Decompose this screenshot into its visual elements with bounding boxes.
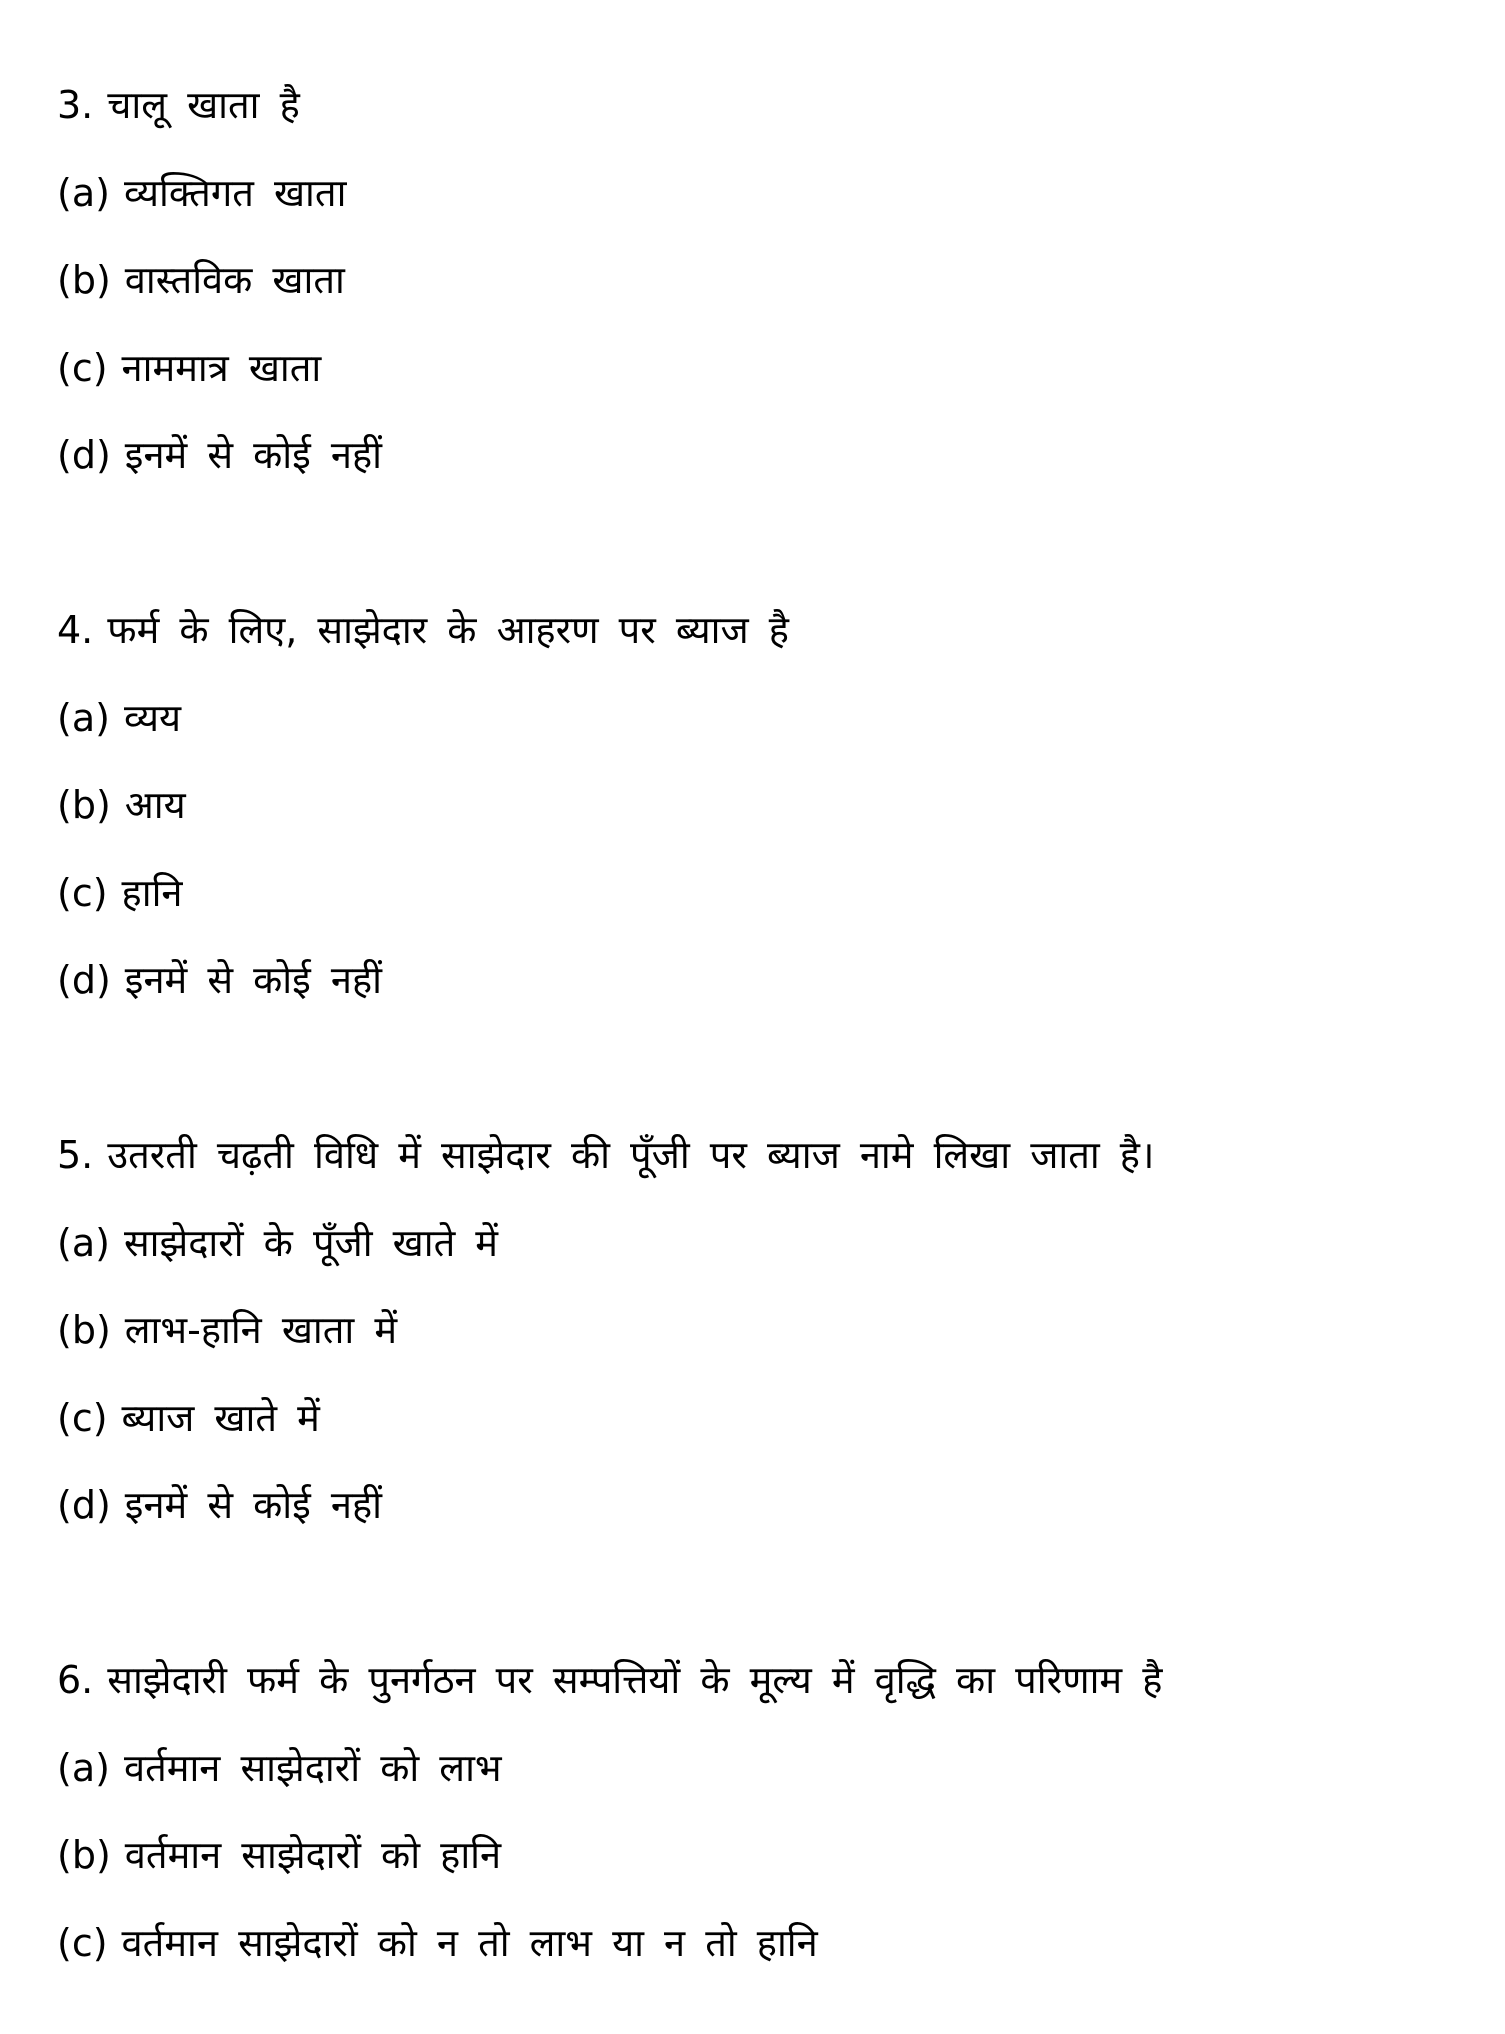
question-4-option-d — [57, 956, 382, 1004]
question-text: फर्म के लिए, साझेदार के आहरण पर ब्याज है — [107, 608, 789, 652]
option-text: नाममात्र खाता — [121, 346, 322, 390]
question-5-option-a — [57, 1219, 498, 1267]
option-label: (d) — [57, 958, 111, 1002]
option-label: (c) — [57, 871, 108, 915]
question-number: 5. — [57, 1133, 94, 1177]
option-label: (c) — [57, 1396, 108, 1440]
option-text: हानि — [121, 871, 183, 915]
option-text: वर्तमान साझेदारों को लाभ — [123, 1746, 502, 1790]
question-6 — [57, 1656, 1162, 1704]
question-5-option-c — [57, 1394, 320, 1442]
question-3-option-a — [57, 169, 346, 217]
option-text: साझेदारों के पूँजी खाते में — [123, 1221, 499, 1265]
option-text: इनमें से कोई नहीं — [124, 433, 382, 477]
question-number: 6. — [57, 1658, 94, 1702]
question-text: साझेदारी फर्म के पुनर्गठन पर सम्पत्तियों के मूल्य में वृद्धि का परिणाम है — [107, 1658, 1163, 1702]
option-label: (a) — [57, 171, 110, 215]
question-3-option-d — [57, 431, 382, 479]
question-5-option-b — [57, 1306, 397, 1354]
option-label: (d) — [57, 1483, 111, 1527]
question-number: 3. — [57, 83, 94, 127]
option-text: वर्तमान साझेदारों को न तो लाभ या न तो हानि — [121, 1921, 818, 1965]
question-3-option-b — [57, 256, 345, 304]
question-6-option-a — [57, 1744, 502, 1792]
option-label: (b) — [57, 1833, 111, 1877]
question-4-option-a — [57, 694, 181, 742]
question-4-option-b — [57, 781, 186, 829]
option-label: (b) — [57, 1308, 111, 1352]
question-6-option-b — [57, 1831, 501, 1879]
option-label: (b) — [57, 258, 111, 302]
option-text: इनमें से कोई नहीं — [124, 1483, 382, 1527]
option-text: इनमें से कोई नहीं — [124, 958, 382, 1002]
question-3 — [57, 81, 300, 129]
question-5 — [57, 1131, 1154, 1179]
option-label: (b) — [57, 783, 111, 827]
option-text: ब्याज खाते में — [121, 1396, 320, 1440]
option-label: (c) — [57, 346, 108, 390]
option-label: (a) — [57, 696, 110, 740]
question-4-option-c — [57, 869, 183, 917]
option-text: व्यय — [123, 696, 182, 740]
question-4 — [57, 606, 789, 654]
option-text: लाभ-हानि खाता में — [124, 1308, 398, 1352]
option-text: वास्तविक खाता — [124, 258, 345, 302]
question-text: उतरती चढ़ती विधि में साझेदार की पूँजी पर ब्याज नामे लिखा जाता है। — [107, 1133, 1155, 1177]
option-label: (a) — [57, 1746, 110, 1790]
option-label: (a) — [57, 1221, 110, 1265]
option-text: वर्तमान साझेदारों को हानि — [124, 1833, 502, 1877]
question-5-option-d — [57, 1481, 382, 1529]
question-3-option-c — [57, 344, 321, 392]
option-text: व्यक्तिगत खाता — [123, 171, 347, 215]
question-text: चालू खाता है — [107, 83, 300, 127]
option-label: (d) — [57, 433, 111, 477]
option-label: (c) — [57, 1921, 108, 1965]
question-6-option-c — [57, 1919, 818, 1967]
question-number: 4. — [57, 608, 94, 652]
option-text: आय — [124, 783, 186, 827]
